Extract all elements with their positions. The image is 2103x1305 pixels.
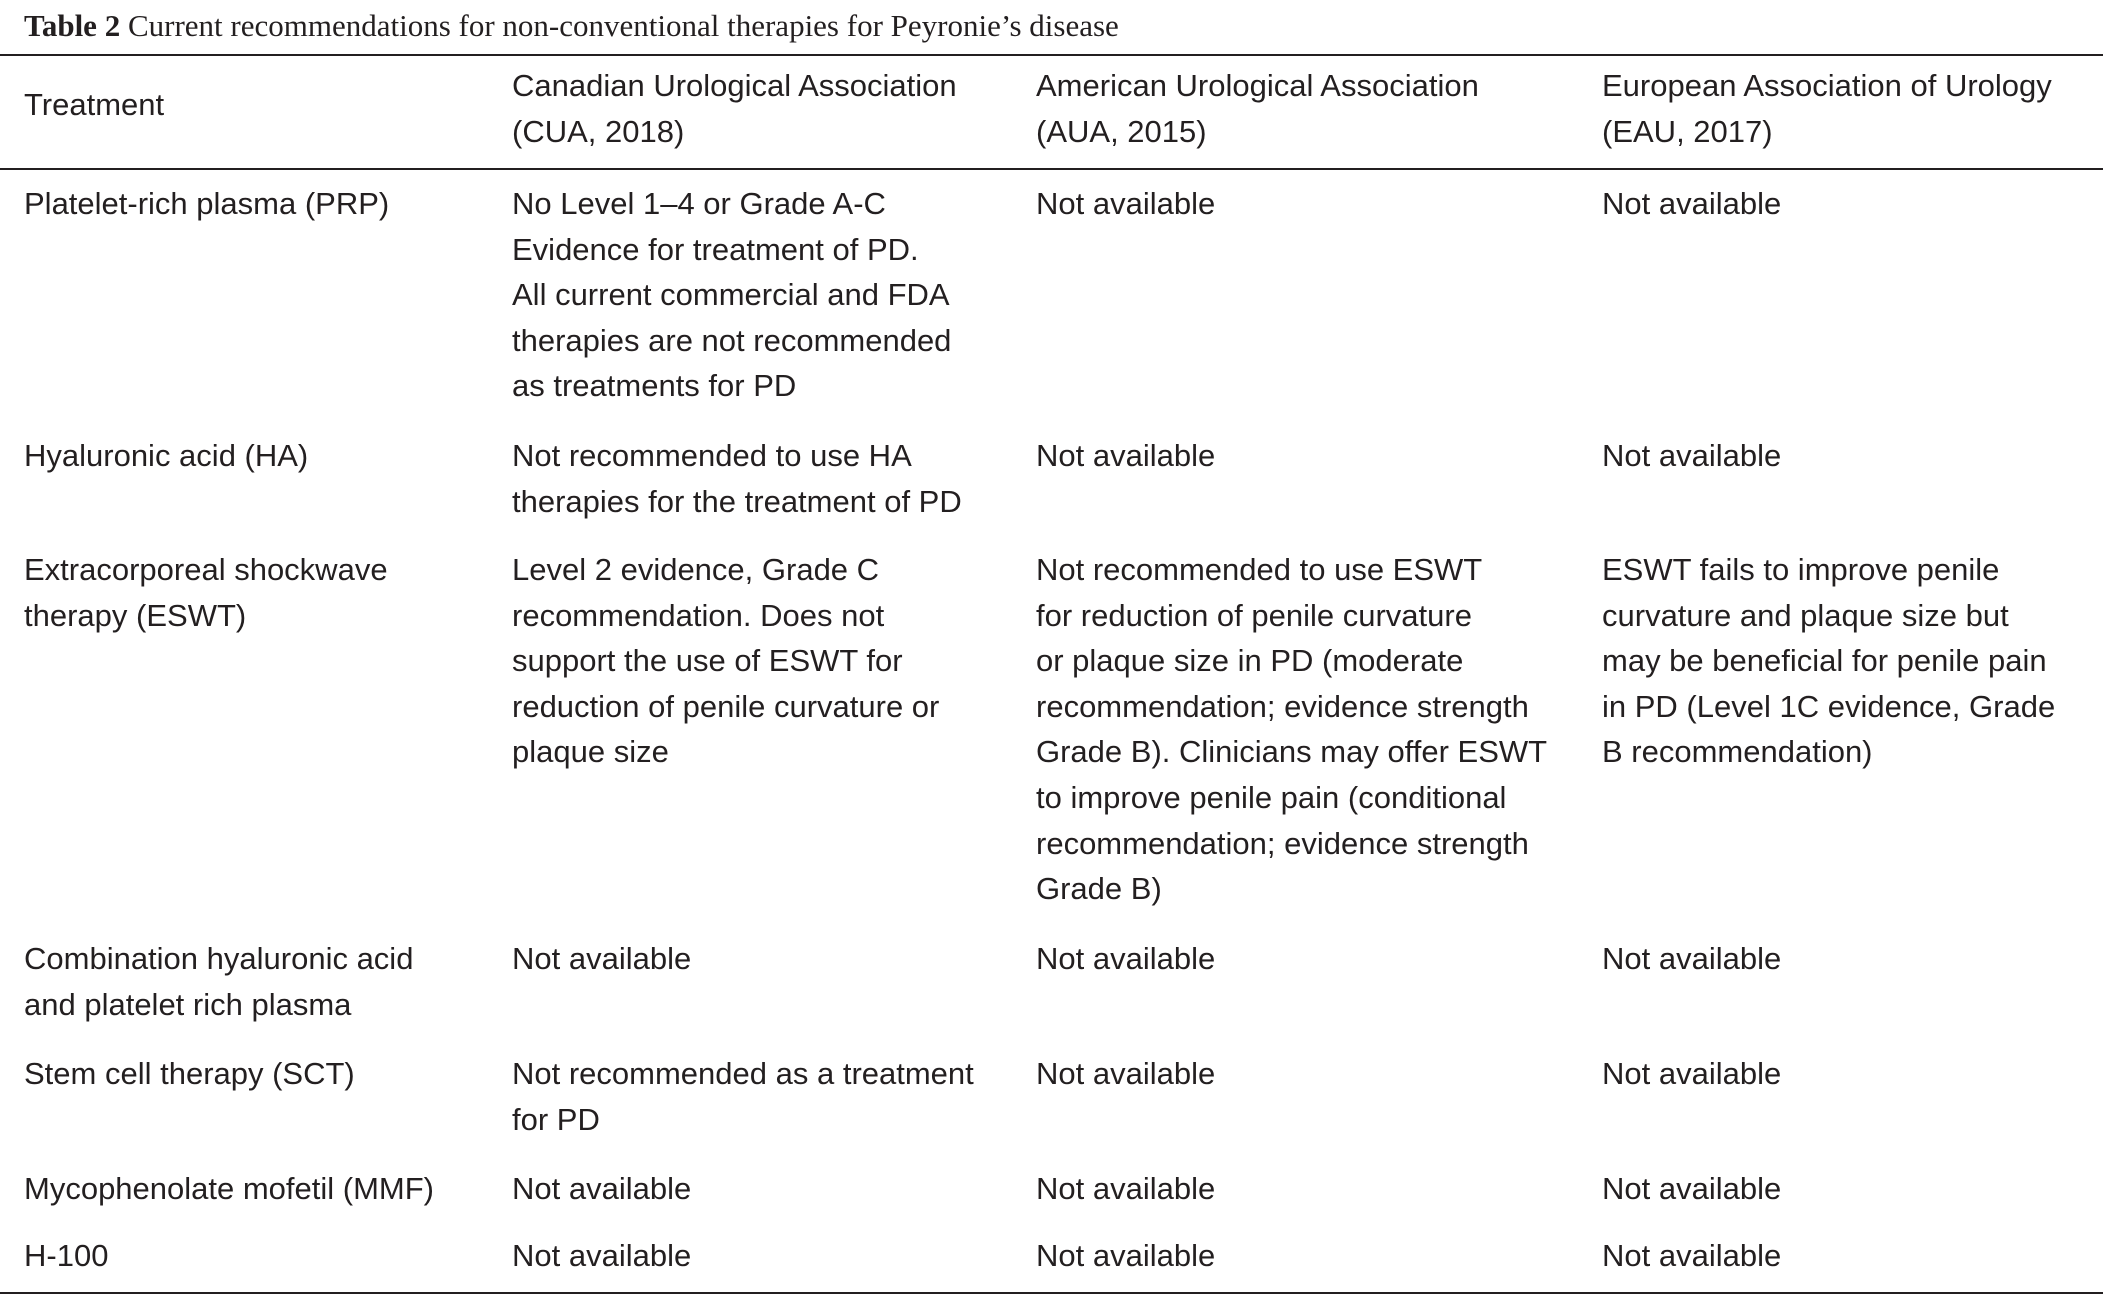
cell-text-line: Canadian Urological Association — [512, 68, 957, 103]
cell-text-line: Grade B). Clinicians may offer ESWT — [1036, 734, 1548, 770]
cell-text-line: reduction of penile curvature or — [512, 688, 940, 724]
cell-text-line: Not available — [1602, 1171, 1782, 1206]
cell-text-line: for PD — [512, 1101, 600, 1137]
cell-text-line: may be beneficial for penile pain — [1602, 643, 2047, 679]
table-cell-aua — [1036, 1233, 1215, 1279]
table-cell-aua — [1036, 1051, 1215, 1097]
cell-text-line: ESWT fails to improve penile — [1602, 552, 2000, 587]
cell-text-line: in PD (Level 1C evidence, Grade — [1602, 688, 2056, 724]
table-cell-aua — [1036, 1166, 1215, 1212]
cell-text-line: therapies for the treatment of PD — [512, 483, 962, 519]
cell-text-line: Not available — [1036, 438, 1216, 473]
header-cell-cua — [512, 63, 957, 154]
cell-text-line: recommendation; evidence strength — [1036, 688, 1529, 724]
cell-text-line: therapies are not recommended — [512, 322, 952, 358]
cell-text-line: Evidence for treatment of PD. — [512, 231, 919, 267]
cell-text-line: H-100 — [24, 1238, 109, 1273]
cell-text-line: No Level 1–4 or Grade A-C — [512, 186, 886, 221]
cell-text-line: Not recommended as a treatment — [512, 1056, 974, 1091]
cell-text-line: as treatments for PD — [512, 368, 797, 404]
cell-text-line: recommendation. Does not — [512, 597, 885, 633]
cell-text-line: Not recommended to use ESWT — [1036, 552, 1483, 587]
cell-text-line: Not available — [1036, 941, 1216, 976]
cell-text-line: Not available — [512, 1171, 692, 1206]
cell-text-line: plaque size — [512, 734, 669, 770]
table-cell-cua — [512, 547, 939, 775]
cell-text-line: Not recommended to use HA — [512, 438, 912, 473]
cell-text-line: Not available — [1036, 1171, 1216, 1206]
table-cell-cua — [512, 1233, 691, 1279]
cell-text-line: Platelet-rich plasma (PRP) — [24, 186, 390, 221]
table-cell-eau — [1602, 1233, 1781, 1279]
header-cell-eau — [1602, 63, 2052, 154]
table-caption-text: Current recommendations for non-conventional therapies for Peyronie’s disease — [127, 8, 1119, 43]
cell-text-line: Extracorporeal shockwave — [24, 552, 388, 587]
table-cell-treatment — [24, 181, 389, 227]
table-cell-cua — [512, 181, 951, 409]
table-cell-cua — [512, 1051, 974, 1142]
table-cell-treatment — [24, 433, 308, 479]
table-cell-treatment — [24, 547, 388, 638]
cell-text-line: Not available — [1602, 438, 1782, 473]
cell-text-line: Stem cell therapy (SCT) — [24, 1056, 355, 1091]
table-cell-eau — [1602, 1166, 1781, 1212]
cell-text-line: (EAU, 2017) — [1602, 113, 1773, 149]
header-cell-treatment — [24, 82, 164, 128]
cell-text-line: B recommendation) — [1602, 734, 1873, 770]
cell-text-line: or plaque size in PD (moderate — [1036, 643, 1464, 679]
cell-text-line: and platelet rich plasma — [24, 986, 352, 1022]
cell-text-line: (AUA, 2015) — [1036, 113, 1207, 149]
cell-text-line: Grade B) — [1036, 871, 1162, 907]
table-cell-eau — [1602, 936, 1781, 982]
table-cell-treatment — [24, 1166, 434, 1212]
table-cell-aua — [1036, 547, 1547, 912]
cell-text-line: Hyaluronic acid (HA) — [24, 438, 309, 473]
cell-text-line: recommendation; evidence strength — [1036, 825, 1529, 861]
cell-text-line: support the use of ESWT for — [512, 643, 903, 679]
cell-text-line: Not available — [512, 1238, 692, 1273]
cell-text-line: Mycophenolate mofetil (MMF) — [24, 1171, 435, 1206]
cell-text-line: to improve penile pain (conditional — [1036, 779, 1507, 815]
cell-text-line: Treatment — [24, 87, 165, 122]
table-cell-eau — [1602, 1051, 1781, 1097]
table-cell-cua — [512, 936, 691, 982]
table-cell-eau — [1602, 547, 2055, 775]
cell-text-line: therapy (ESWT) — [24, 597, 247, 633]
cell-text-line: Not available — [1602, 186, 1782, 221]
cell-text-line: Not available — [512, 941, 692, 976]
cell-text-line: curvature and plaque size but — [1602, 597, 2009, 633]
cell-text-line: for reduction of penile curvature — [1036, 597, 1472, 633]
cell-text-line: Not available — [1036, 1238, 1216, 1273]
table-cell-aua — [1036, 181, 1215, 227]
cell-text-line: European Association of Urology — [1602, 68, 2052, 103]
cell-text-line: Level 2 evidence, Grade C — [512, 552, 880, 587]
table-cell-cua — [512, 433, 962, 524]
cell-text-line: Not available — [1602, 1238, 1782, 1273]
cell-text-line: Not available — [1036, 186, 1216, 221]
cell-text-line: Not available — [1602, 941, 1782, 976]
table-cell-eau — [1602, 181, 1781, 227]
table-cell-treatment — [24, 936, 413, 1027]
table-cell-cua — [512, 1166, 691, 1212]
cell-text-line: All current commercial and FDA — [512, 277, 950, 313]
header-cell-aua — [1036, 63, 1479, 154]
cell-text-line: Not available — [1602, 1056, 1782, 1091]
cell-text-line: Combination hyaluronic acid — [24, 941, 414, 976]
table-cell-treatment — [24, 1233, 108, 1279]
table-caption-label: Table 2 — [24, 8, 121, 43]
table-cell-aua — [1036, 936, 1215, 982]
table-cell-aua — [1036, 433, 1215, 479]
cell-text-line: American Urological Association — [1036, 68, 1479, 103]
table-cell-eau — [1602, 433, 1781, 479]
cell-text-line: Not available — [1036, 1056, 1216, 1091]
table-cell-treatment — [24, 1051, 355, 1097]
cell-text-line: (CUA, 2018) — [512, 113, 685, 149]
